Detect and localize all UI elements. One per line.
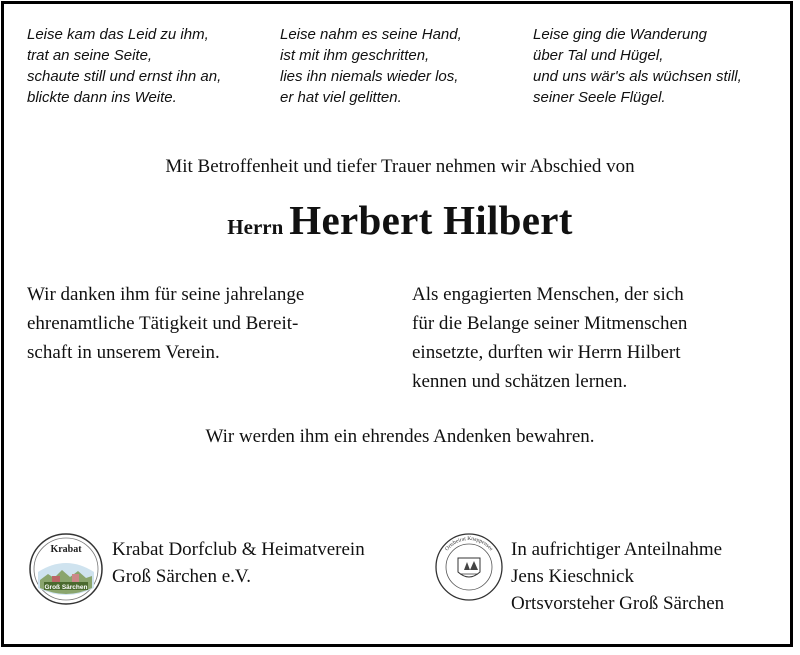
signature-line: Jens Kieschnick [511, 566, 634, 587]
poem-line: über Tal und Hügel, [533, 47, 664, 64]
poem-line: lies ihn niemals wieder los, [280, 68, 459, 85]
intro-text: Mit Betroffenheit und tiefer Trauer nehmen wir Abschied von [165, 156, 635, 177]
poem-line: Leise nahm es seine Hand, [280, 26, 462, 43]
body-line: einsetzte, durften wir Herrn Hilbert [412, 342, 681, 363]
poem-stanza-2 [280, 24, 462, 108]
poem-line: blickte dann ins Weite. [27, 89, 177, 106]
krabat-club-logo [28, 532, 104, 606]
logo-left-title: Krabat [50, 544, 82, 555]
poem-line: trat an seine Seite, [27, 47, 153, 64]
body-line: schaft in unserem Verein. [27, 342, 220, 363]
ortsbeirat-seal-logo [434, 532, 504, 602]
thanks-left-column [27, 280, 304, 367]
signature-left [112, 536, 365, 590]
signature-line: Groß Särchen e.V. [112, 566, 251, 587]
poem-line: schaute still und ernst ihn an, [27, 68, 222, 85]
deceased-name: Herbert Hilbert [289, 197, 573, 243]
body-line: Wir danken ihm für seine jahrelange [27, 284, 305, 305]
salutation: Herrn [227, 215, 284, 239]
poem-line: Leise ging die Wanderung [533, 26, 708, 43]
poem-line: seiner Seele Flügel. [533, 89, 666, 106]
body-line: ehrenamtliche Tätigkeit und Bereit- [27, 313, 299, 334]
poem-stanza-1 [27, 24, 221, 108]
deceased-name-row [0, 196, 800, 244]
signature-right [511, 536, 724, 617]
logo-right-ring-text: Ortsbeirat Knappensee [444, 535, 494, 553]
thanks-right-column [412, 280, 687, 396]
signature-line: Ortsvorsteher Groß Särchen [511, 593, 725, 614]
poem-line: er hat viel gelitten. [280, 89, 402, 106]
logo-left-place: Groß Särchen [44, 584, 88, 591]
body-line: für die Belange seiner Mitmenschen [412, 313, 688, 334]
body-line: Als engagierten Menschen, der sich [412, 284, 684, 305]
poem-line: ist mit ihm geschritten, [280, 47, 430, 64]
signature-line: Krabat Dorfclub & Heimatverein [112, 539, 365, 560]
closing-text: Wir werden ihm ein ehrendes Andenken bewahren. [205, 426, 595, 447]
poem-line: Leise kam das Leid zu ihm, [27, 26, 209, 43]
poem-line: und uns wär's als wüchsen still, [533, 68, 742, 85]
signature-line: In aufrichtiger Anteilnahme [511, 539, 723, 560]
body-line: kennen und schätzen lernen. [412, 371, 628, 392]
poem-stanza-3 [533, 24, 742, 108]
